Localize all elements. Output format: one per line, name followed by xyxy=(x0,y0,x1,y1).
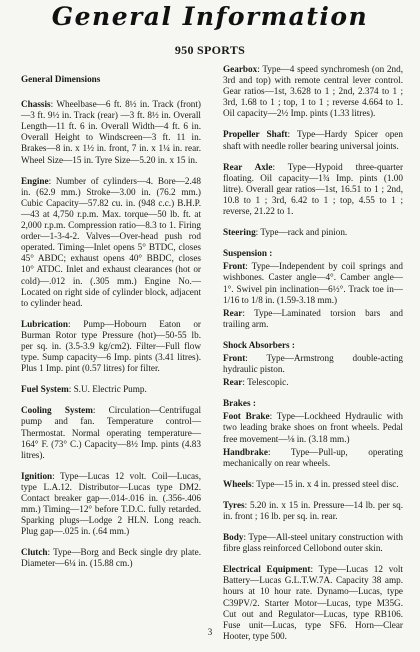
spec-text: : S.U. Electric Pump. xyxy=(68,384,147,395)
spec-label: Cooling System xyxy=(21,405,93,416)
subheading-brakes: Brakes : xyxy=(223,398,256,409)
spec-text: : Type—Hardy Spicer open shaft with needle roller bearing universal joints. xyxy=(223,129,403,151)
spec-label: Lubrication xyxy=(21,318,68,329)
spec-handbrake xyxy=(223,447,403,469)
spec-label: Handbrake xyxy=(223,446,268,457)
spec-label: Clutch xyxy=(21,547,48,558)
spec-label: Rear xyxy=(223,377,243,388)
spec-text: : Type—Independent by coil springs and wishbones. Caster angle—4°. Camber angle—1°. Swivel pin inclination—6½°. Track toe in—1/16 to 1/8 in. (1.59-3.18 mm.) xyxy=(223,261,403,305)
spec-tyres xyxy=(223,500,403,522)
spec-text: : Type—Pull-up, operating mechanically on rear wheels. xyxy=(223,446,403,468)
spec-text: : Type—Laminated torsion bars and trailing arm. xyxy=(223,307,403,329)
spec-label: Propeller Shaft xyxy=(223,129,288,140)
spec-label: Chassis xyxy=(21,99,51,110)
spec-fuel-system xyxy=(21,384,201,395)
spec-text: : Type—All-steel unitary construction with fibre glass reinforced Cellobond outer skin. xyxy=(223,532,403,554)
spec-label: Rear xyxy=(223,307,243,318)
spec-shock-front xyxy=(223,353,403,375)
spec-label: Rear Axle xyxy=(223,161,273,172)
spec-foot-brake xyxy=(223,411,403,444)
spec-text: : Type—Lucas 12 volt Battery—Lucas G.L.T.W.7A. Capacity 38 amp. hours at 10 hour rate. Dynamo—Lucas, type C39PV/2. Starter Motor—Lucas, type M35G. Cut out and Regulator—Lucas, type RB106. Fuse unit—Lucas, type SF6. Horn—Clear Hooter, type 500. xyxy=(223,564,403,641)
spec-text: : 5.20 in. x 15 in. Pressure—14 lb. per sq. in. front ; 16 lb. per sq. in. rear. xyxy=(223,499,403,521)
spec-ignition xyxy=(21,471,201,538)
spec-text: : Type—Armstrong double-acting hydraulic piston. xyxy=(223,352,403,375)
spec-label: Foot Brake xyxy=(223,411,270,422)
spec-steering xyxy=(223,227,403,238)
spec-label: Fuel System xyxy=(21,384,69,395)
spec-suspension-rear xyxy=(223,308,403,330)
spec-text: : Wheelbase—6 ft. 8½ in. Track (front)—3 ft. 9½ in. Track (rear) —3 ft. 8½ in. Overall Length—11 ft. 6 in. Overall Width—4 ft. 6 in. Overall Height to Windscreen—3 ft. 11 in. Brakes—8 in. x 1½ in. front, 7 in. x 1¼ in. rear. Wheel Size—15 in. Tyre Size—5.20 in. x 15 in. xyxy=(21,99,201,165)
left-column xyxy=(21,74,201,580)
spec-cooling-system xyxy=(21,405,201,460)
spec-propeller-shaft xyxy=(223,129,403,151)
spec-text: : Type—Lockheed Hydraulic with two leading brake shoes on front wheels. Pedal free movement—⅛ in. (3.18 mm.) xyxy=(223,411,403,444)
spec-text: : Number of cylinders—4. Bore—2.48 in. (62.9 mm.) Stroke—3.00 in. (76.2 mm.) Cubic Capacity—57.82 cu. in. (948 c.c.) B.H.P.—43 at 4,750 r.p.m. Max. torque—50 lb. ft. at 2,000 r.p.m. Compression ratio—8.3 to 1. Firing order—1-3-4-2. Valves—Over-head push rod operated. Timing—Inlet opens 5° BTDC, closes 45° ABDC; exhaust opens 40° BBDC, closes 10° ATDC. Inlet and exhaust clearances (hot or cold)—.012 in. (.305 mm.) Engine No.—Located on right side of cylinder block, adjacent to cylinder head. xyxy=(21,175,201,308)
spec-text: : Type—Hypoid three-quarter floating. Oil capacity—1¾ Imp. pints (1.00 litre). Overall gear ratios—1st, 16.51 to 1 ; 2nd, 10.8 to 1 ; 3rd, 6.42 to 1 ; top, 4.55 to 1 ; reverse, 21.22 to 1. xyxy=(223,161,403,217)
spec-label: Engine xyxy=(21,175,49,186)
spec-label: Front xyxy=(223,352,246,363)
spec-text: : Telescopic. xyxy=(242,377,289,388)
page-subtitle: 950 SPORTS xyxy=(174,43,246,57)
spec-text: : Type—15 in. x 4 in. pressed steel disc. xyxy=(251,478,399,489)
spec-engine xyxy=(21,176,201,309)
spec-label: Wheels xyxy=(223,478,252,489)
spec-text: : Type—Lucas 12 volt. Coil—Lucas, type L.A.12. Distributor—Lucas type DM2. Contact breaker gap—.014-.016 in. (.356-.406 mm.) Timing—12° before T.D.C. fully retarded. Sparking plugs—Lodge 2 HLN. Long reach. Plug gap—.025 in. (.64 mm.) xyxy=(21,470,201,537)
page-title: General Information xyxy=(51,2,369,31)
spec-chassis xyxy=(21,99,201,166)
spec-label: Steering xyxy=(223,227,256,238)
spec-text: : Type—4 speed synchromesh (on 2nd, 3rd and top) with remote central lever control. Gear ratios—1st, 3.628 to 1 ; 2nd, 2.374 to 1 ; 3rd, 1.68 to 1 ; top, 1 to 1 ; reverse 4.664 to 1. Oil capacity—2½ Imp. pints (1.33 litres). xyxy=(223,64,403,119)
subheading-suspension: Suspension : xyxy=(223,248,273,259)
spec-lubrication xyxy=(21,319,201,374)
spec-label: Body xyxy=(223,532,244,543)
spec-label: Ignition xyxy=(21,470,53,481)
spec-text: : Type—Borg and Beck single dry plate. Diameter—6¼ in. (15.88 cm.) xyxy=(21,547,201,569)
spec-clutch xyxy=(21,547,201,569)
section-heading-general-dimensions: General Dimensions xyxy=(21,74,101,84)
right-column xyxy=(223,64,403,652)
spec-shock-rear xyxy=(223,377,403,388)
spec-wheels xyxy=(223,479,403,490)
spec-label: Tyres xyxy=(223,499,245,510)
spec-text: : Circulation—Centrifugal pump and fan. Temperature control—Thermostat. Normal operating temperature—164° F. (73° C.) Capacity—8½ Imp. pints (4.83 litres). xyxy=(21,405,201,460)
spec-text: : Pump—Hobourn Eaton or Burman Rotor type Pressure (hot)—50-55 lb. per sq. in. (3.5-3.9 kg/cm2). Filter—Full flow type. Sump capacity—6 Imp. pints (3.41 litres). Plus 1 Imp. pint (0.57 litres) for filter. xyxy=(21,318,201,374)
subheading-shock-absorbers: Shock Absorbers : xyxy=(223,339,295,350)
spec-body xyxy=(223,532,403,554)
spec-label: Front xyxy=(223,261,246,272)
spec-label: Gearbox xyxy=(223,64,258,74)
spec-suspension-front xyxy=(223,261,403,305)
page-number: 3 xyxy=(207,627,213,637)
spec-label: Electrical Equipment xyxy=(223,564,311,575)
spec-gearbox xyxy=(223,64,403,119)
spec-text: : Type—rack and pinion. xyxy=(255,227,348,238)
spec-rear-axle xyxy=(223,162,403,217)
